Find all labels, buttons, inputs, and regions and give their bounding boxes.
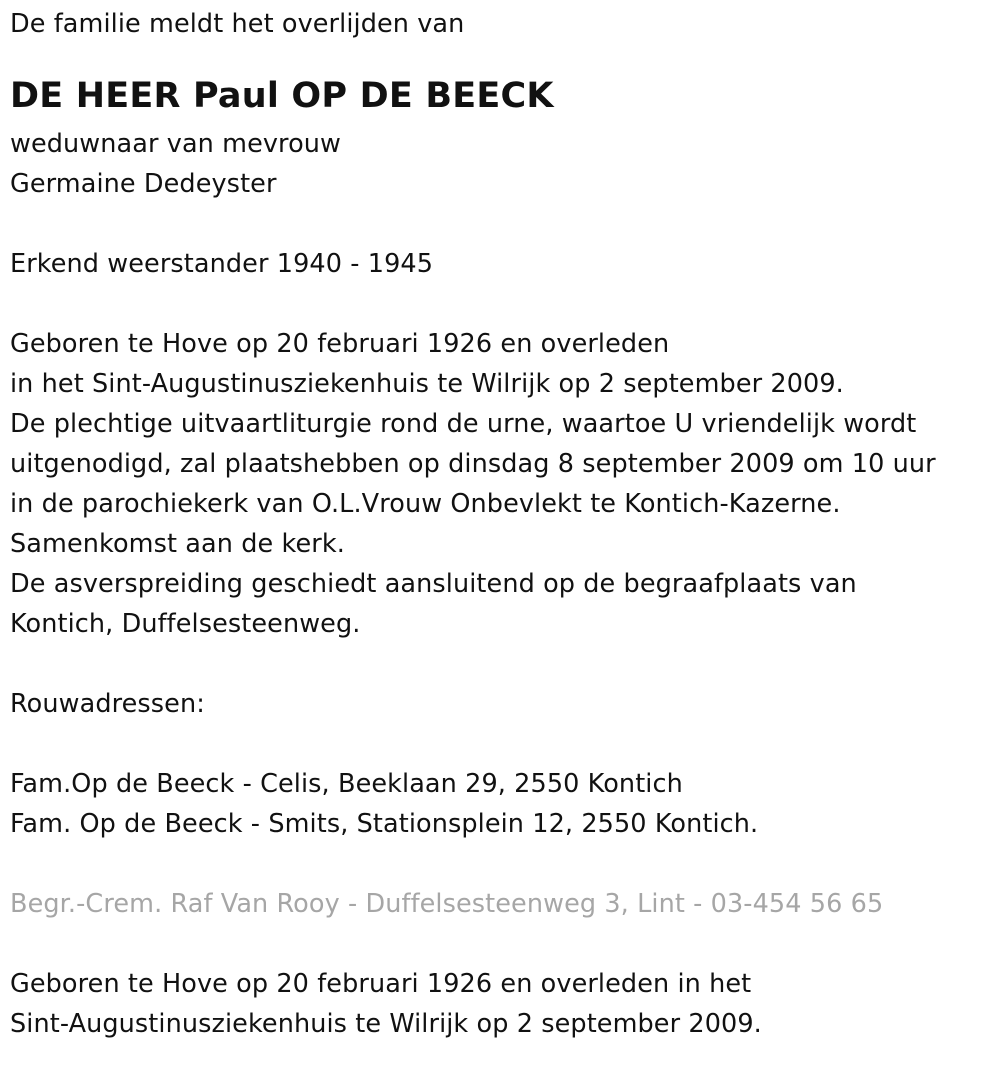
spacer <box>10 204 990 244</box>
mourning-heading: Rouwadressen: <box>10 689 205 719</box>
deceased-name: DE HEER Paul OP DE BEECK <box>10 76 554 116</box>
distinction-text: Erkend weerstander 1940 - 1945 <box>10 249 434 279</box>
spacer <box>10 724 990 764</box>
details-line: Geboren te Hove op 20 februari 1926 en overleden <box>10 329 670 359</box>
summary-line: Geboren te Hove op 20 februari 1926 en overleden in het <box>10 969 752 999</box>
obituary-notice <box>10 4 990 1044</box>
funeral-home: Begr.-Crem. Raf Van Rooy - Duffelsesteenweg 3, Lint - 03-454 56 65 <box>10 889 884 919</box>
details-line: in het Sint-Augustinusziekenhuis te Wilrijk op 2 september 2009. <box>10 369 844 399</box>
details-line: in de parochiekerk van O.L.Vrouw Onbevlekt te Kontich-Kazerne. <box>10 489 841 519</box>
details-block <box>10 324 990 644</box>
spacer <box>10 924 990 964</box>
summary-block <box>10 964 990 1044</box>
intro-text: De familie meldt het overlijden van <box>10 9 465 39</box>
summary-line: Sint-Augustinusziekenhuis te Wilrijk op 2 september 2009. <box>10 1009 762 1039</box>
spacer <box>10 844 990 884</box>
details-line: De plechtige uitvaartliturgie rond de urne, waartoe U vriendelijk wordt <box>10 409 917 439</box>
details-line: Kontich, Duffelsesteenweg. <box>10 609 361 639</box>
details-line: De asverspreiding geschiedt aansluitend op de begraafplaats van <box>10 569 857 599</box>
details-line: Samenkomst aan de kerk. <box>10 529 345 559</box>
spouse-line-2: Germaine Dedeyster <box>10 169 277 199</box>
spacer <box>10 284 990 324</box>
details-line: uitgenodigd, zal plaatshebben op dinsdag 8 september 2009 om 10 uur <box>10 449 936 479</box>
spacer <box>10 644 990 684</box>
mourning-addresses <box>10 764 990 844</box>
address-line: Fam.Op de Beeck - Celis, Beeklaan 29, 2550 Kontich <box>10 769 683 799</box>
spouse-line-1: weduwnaar van mevrouw <box>10 129 341 159</box>
address-line: Fam. Op de Beeck - Smits, Stationsplein 12, 2550 Kontich. <box>10 809 759 839</box>
